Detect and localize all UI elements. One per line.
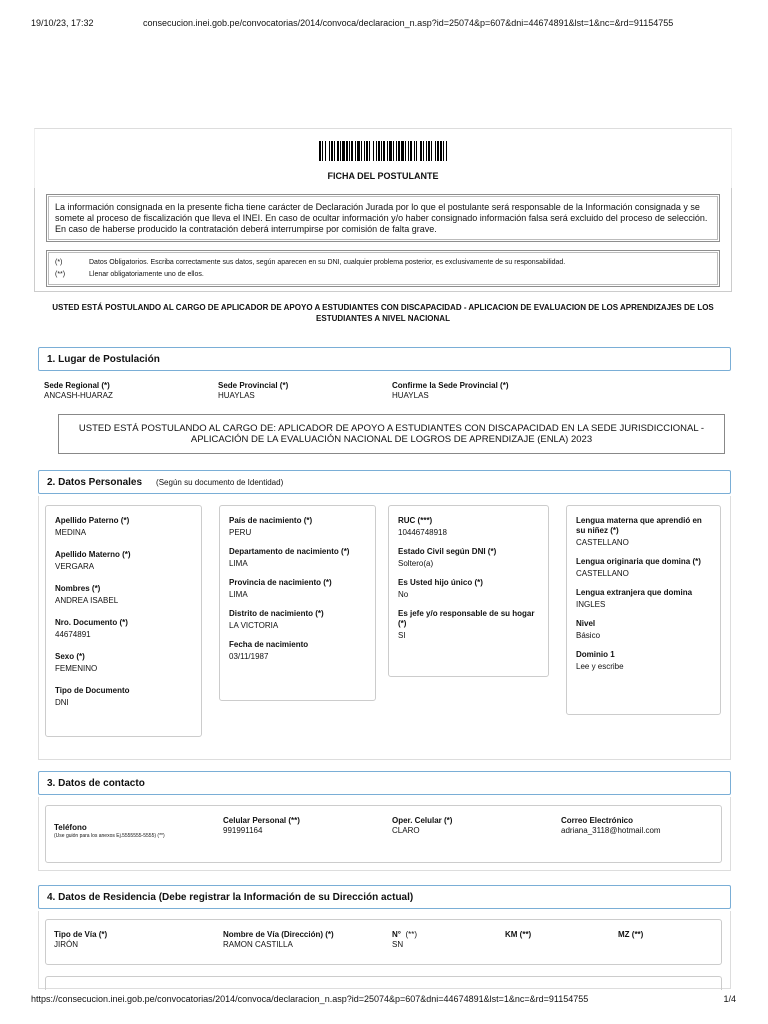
field-numero — [392, 930, 492, 958]
declaration-notice: La información consignada en la presente ficha tiene carácter de Declaración Jurada por lo que el postulante será responsable de la Información consignada y se somete al proceso de fiscalización que lleva el INEI. En caso de ocultar información y/o haber consignado información falsa será excluido del proceso de selección. En caso de haberse producido la contratación deberá interrumpirse por comisión de falta grave. — [46, 194, 720, 242]
field-label: RUC (***) — [398, 516, 433, 525]
field-sede-regional — [44, 381, 214, 409]
field-value: ANDREA ISABEL — [55, 596, 119, 605]
field-value: LIMA — [229, 559, 248, 568]
field-value: Lee y escribe — [576, 662, 624, 671]
field-celular — [223, 816, 388, 844]
field-label-req: (**) — [405, 930, 417, 939]
field-label: Departamento de nacimiento (*) — [229, 547, 350, 556]
field-label: Nro. Documento (*) — [55, 618, 128, 627]
field-label: Distrito de nacimiento (*) — [229, 609, 324, 618]
legend-row — [55, 269, 711, 281]
section-datos-residencia — [38, 885, 731, 909]
legend-text: Datos Obligatorios. Escriba correctamente sus datos, según aparecen en su DNI, cualquier problema posterior, es exclusivamente de su responsabilidad. — [89, 259, 566, 266]
field-value: 10446748918 — [398, 528, 447, 537]
field-value: CASTELLANO — [576, 538, 629, 547]
card-direccion-next — [45, 976, 722, 990]
card-lenguas — [566, 505, 721, 715]
notice-frame — [34, 188, 732, 292]
print-page-number: 1/4 — [723, 994, 736, 1004]
field-value: HUAYLAS — [218, 391, 255, 400]
field-label: Es Usted hijo único (*) — [398, 578, 483, 587]
field-value: SI — [398, 631, 406, 640]
barcode-icon — [319, 141, 448, 161]
field-value: LIMA — [229, 590, 248, 599]
card-estado-civil — [388, 505, 549, 677]
field-label: Es jefe y/o responsable de su hogar (*) — [398, 609, 535, 628]
field-value: RAMON CASTILLA — [223, 940, 293, 949]
field-label: Correo Electrónico — [561, 816, 634, 825]
field-label: Nombres (*) — [55, 584, 101, 593]
card-contacto — [45, 805, 722, 863]
field-tipo-via — [54, 930, 219, 958]
field-value: 991991164 — [223, 826, 263, 835]
section-subtitle: (Según su documento de Identidad) — [156, 477, 284, 487]
field-label: Nombre de Vía (Dirección) (*) — [223, 930, 334, 939]
legend-row — [55, 257, 711, 269]
field-label: Sexo (*) — [55, 652, 85, 661]
field-label — [392, 930, 492, 940]
field-label: Confirme la Sede Provincial (*) — [392, 381, 509, 390]
section-title: 3. Datos de contacto — [47, 777, 145, 789]
field-value: ANCASH-HUARAZ — [44, 391, 113, 400]
field-value: SN — [392, 940, 404, 949]
field-value: JIRÓN — [54, 940, 78, 949]
ficha-title: FICHA DEL POSTULANTE — [327, 171, 439, 181]
field-confirme-sede — [392, 381, 592, 409]
field-mz — [618, 930, 718, 940]
field-label: MZ (**) — [618, 930, 644, 939]
field-label: Apellido Paterno (*) — [55, 516, 130, 525]
print-datetime: 19/10/23, 17:32 — [31, 18, 94, 28]
section-datos-contacto — [38, 771, 731, 795]
field-hint: (Use guión para los anexos Ej.5555555-5555) (**) — [54, 833, 165, 839]
field-label: Fecha de nacimiento — [229, 640, 309, 649]
field-operador — [392, 816, 557, 844]
field-correo — [561, 816, 716, 844]
field-value: DNI — [55, 698, 69, 707]
section-lugar-postulacion — [38, 347, 731, 371]
field-label: Lengua materna que aprendió en su niñez (*) — [576, 516, 702, 535]
cargo-jurisdiccional-box: USTED ESTÁ POSTULANDO AL CARGO DE: APLICADOR DE APOYO A ESTUDIANTES CON DISCAPACIDAD EN LA SEDE JURISDICCIONAL - APLICACIÓN DE LA EVALUACIÓN NACIONAL DE LOGROS DE APRENDIZAJE (ENLA) 2023 — [58, 414, 725, 454]
field-value: No — [398, 590, 409, 599]
print-footer-url: https://consecucion.inei.gob.pe/convocatorias/2014/convoca/declaracion_n.asp?id=25074&p=607&dni=44674891&lst=1&nc=&rd=91154755 — [31, 994, 589, 1004]
field-label: País de nacimiento (*) — [229, 516, 313, 525]
field-value: MEDINA — [55, 528, 87, 537]
field-value: FEMENINO — [55, 664, 98, 673]
field-telefono — [54, 823, 219, 840]
field-label: Lengua originaria que domina (*) — [576, 557, 701, 566]
field-label: KM (**) — [505, 930, 532, 939]
field-value: CLARO — [392, 826, 420, 835]
field-label: Celular Personal (**) — [223, 816, 300, 825]
field-nombre-via — [223, 930, 388, 958]
field-value: 44674891 — [55, 630, 91, 639]
field-value: INGLES — [576, 600, 606, 609]
field-label: Estado Civil según DNI (*) — [398, 547, 497, 556]
card-direccion — [45, 919, 722, 965]
field-km — [505, 930, 605, 940]
field-label: Dominio 1 — [576, 650, 615, 659]
legend-key: (*) — [55, 259, 63, 266]
field-label: Tipo de Documento — [55, 686, 130, 695]
cargo-heading: USTED ESTÁ POSTULANDO AL CARGO DE APLICADOR DE APOYO A ESTUDIANTES CON DISCAPACIDAD - APLICACION DE EVALUACION DE LOS APRENDIZAJES DE LOS ESTUDIANTES A NIVEL NACIONAL — [52, 303, 714, 323]
ficha-header — [34, 128, 732, 188]
field-value: PERU — [229, 528, 252, 537]
section-title: 4. Datos de Residencia (Debe registrar la Información de su Dirección actual) — [47, 891, 414, 903]
card-nacimiento — [219, 505, 376, 701]
legend-text: Llenar obligatoriamente uno de ellos. — [89, 271, 204, 278]
field-value: HUAYLAS — [392, 391, 429, 400]
field-label: Teléfono — [54, 823, 87, 832]
print-url: consecucion.inei.gob.pe/convocatorias/2014/convoca/declaracion_n.asp?id=25074&p=607&dni=44674891&lst=1&nc=&rd=91154755 — [143, 18, 674, 28]
field-value: CASTELLANO — [576, 569, 629, 578]
section-title: 1. Lugar de Postulación — [47, 353, 160, 365]
field-label: Lengua extranjera que domina — [576, 588, 693, 597]
section-title: 2. Datos Personales — [47, 476, 143, 488]
field-value: 03/11/1987 — [229, 652, 269, 661]
section-datos-personales — [38, 470, 731, 494]
ficha-container — [34, 128, 732, 324]
field-value: Soltero(a) — [398, 559, 434, 568]
field-label: Apellido Materno (*) — [55, 550, 131, 559]
field-value: LA VICTORIA — [229, 621, 279, 630]
field-label: Oper. Celular (*) — [392, 816, 453, 825]
field-value: VERGARA — [55, 562, 95, 571]
legend-key: (**) — [55, 271, 66, 278]
field-label: Nivel — [576, 619, 596, 628]
field-value: adriana_3118@hotmail.com — [561, 826, 661, 835]
legend-box — [46, 250, 720, 287]
field-label: Sede Provincial (*) — [218, 381, 289, 390]
field-sede-provincial — [218, 381, 388, 409]
field-label: Tipo de Vía (*) — [54, 930, 108, 939]
card-identidad — [45, 505, 202, 737]
field-label: Provincia de nacimiento (*) — [229, 578, 332, 587]
field-label-text: N° — [392, 930, 401, 939]
field-value: Básico — [576, 631, 601, 640]
field-label: Sede Regional (*) — [44, 381, 110, 390]
